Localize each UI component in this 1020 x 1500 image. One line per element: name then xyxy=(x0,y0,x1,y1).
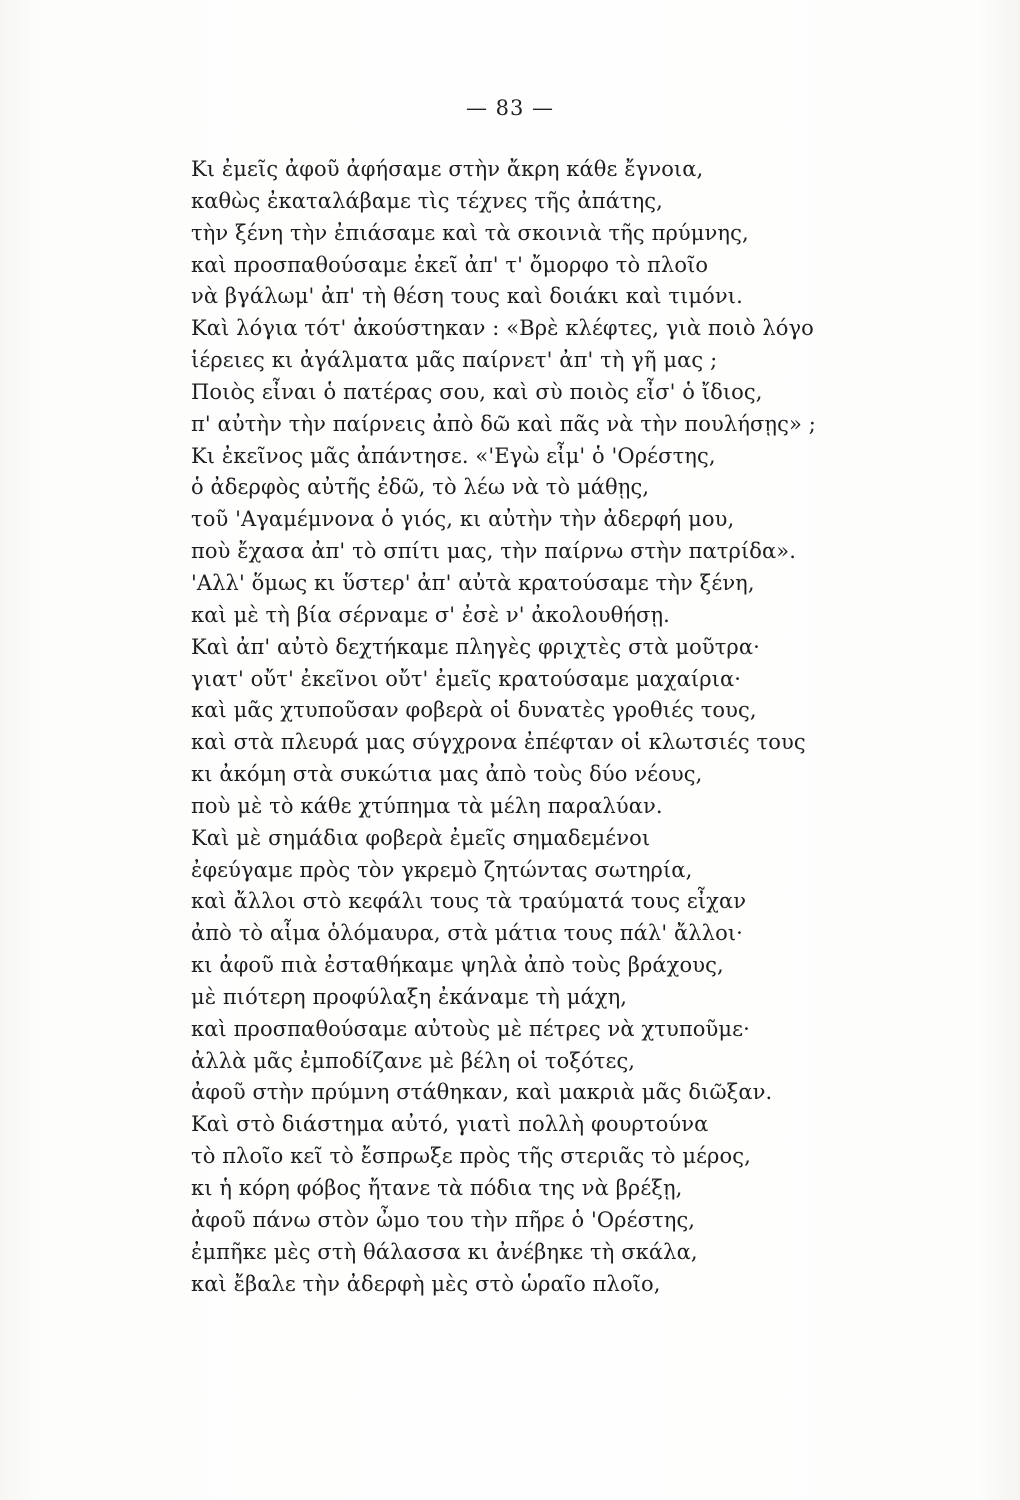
page-number: — 83 — xyxy=(465,96,555,120)
poem-line: ἀλλὰ μᾶς ἐμποδίζανε μὲ βέλη οἱ τοξότες, xyxy=(191,1048,636,1073)
poem-line: τοῦ 'Αγαμέμνονα ὁ γιός, κι αὐτὴν τὴν ἀδερφή μου, xyxy=(191,507,735,532)
poem-line: ποὺ μὲ τὸ κάθε χτύπημα τὰ μέλη παραλύαν. xyxy=(191,793,663,818)
poem-line: κι ἡ κόρη φόβος ἤτανε τὰ πόδια της νὰ βρέξῃ, xyxy=(191,1176,683,1200)
poem-line: κι ἀφοῦ πιὰ ἐσταθήκαμε ψηλὰ ἀπὸ τοὺς βράχους, xyxy=(191,953,724,978)
poem-line: π' αὐτὴν τὴν παίρνεις ἀπὸ δῶ καὶ πᾶς νὰ τὴν πουλήσῃς» ; xyxy=(191,411,816,436)
poem-line: ἱέρειες κι ἀγάλματα μᾶς παίρνετ' ἀπ' τὴ γῆ μας ; xyxy=(191,348,718,373)
poem-line: Ποιὸς εἶναι ὁ πατέρας σου, καὶ σὺ ποιὸς εἶσ' ὁ ἴδιος, xyxy=(191,379,763,404)
poem-line: καὶ μὲ τὴ βία σέρναμε σ' ἐσὲ ν' ἀκολουθήσῃ. xyxy=(191,602,670,627)
poem-line: μὲ πιότερη προφύλαξη ἐκάναμε τὴ μάχη, xyxy=(191,984,628,1009)
poem-line: Καὶ λόγια τότ' ἀκούστηκαν : «Βρὲ κλέφτες, γιὰ ποιὸ λόγο xyxy=(191,316,814,341)
poem-line: καὶ μᾶς χτυποῦσαν φοβερὰ οἱ δυνατὲς γροθιές τους, xyxy=(191,698,757,723)
poem-line: καὶ προσπαθούσαμε αὐτοὺς μὲ πέτρες νὰ χτυποῦμε· xyxy=(191,1016,750,1041)
poem-line: Καὶ μὲ σημάδια φοβερὰ ἐμεῖς σημαδεμένοι xyxy=(191,825,651,850)
poem-line: ἀφοῦ στὴν πρύμνη στάθηκαν, καὶ μακριὰ μᾶς διῶξαν. xyxy=(191,1080,773,1105)
poem-line: γιατ' οὔτ' ἐκεῖνοι οὔτ' ἐμεῖς κρατούσαμε μαχαίρια· xyxy=(191,666,742,691)
poem-line: Καὶ στὸ διάστημα αὐτό, γιατὶ πολλὴ φουρτούνα xyxy=(191,1112,709,1137)
poem-line: ποὺ ἔχασα ἀπ' τὸ σπίτι μας, τὴν παίρνω στὴν πατρίδα». xyxy=(191,539,797,564)
poem-line: ὁ ἀδερφὸς αὐτῆς ἐδῶ, τὸ λέω νὰ τὸ μάθῃς, xyxy=(191,475,650,500)
poem-line: κι ἀκόμη στὰ συκώτια μας ἀπὸ τοὺς δύο νέους, xyxy=(191,762,703,787)
poem-line: καθὼς ἐκαταλάβαμε τὶς τέχνες τῆς ἀπάτης, xyxy=(191,188,663,213)
poem-line: ἐμπῆκε μὲς στὴ θάλασσα κι ἀνέβηκε τὴ σκάλα, xyxy=(191,1239,698,1264)
poem-line: καὶ ἄλλοι στὸ κεφάλι τους τὰ τραύματά τους εἶχαν xyxy=(191,889,747,914)
poem-line: Κι ἐμεῖς ἀφοῦ ἀφήσαμε στὴν ἄκρη κάθε ἔγνοια, xyxy=(191,157,704,181)
poem-line: τὸ πλοῖο κεῖ τὸ ἔσπρωξε πρὸς τῆς στεριᾶς τὸ μέρος, xyxy=(191,1144,751,1169)
poem-line: καὶ ἔβαλε τὴν ἀδερφὴ μὲς στὸ ὡραῖο πλοῖο, xyxy=(191,1271,661,1296)
poem-text xyxy=(191,154,891,1300)
poem-line: ἐφεύγαμε πρὸς τὸν γκρεμὸ ζητώντας σωτηρία, xyxy=(191,857,693,882)
poem-line: τὴν ξένη τὴν ἐπιάσαμε καὶ τὰ σκοινιὰ τῆς πρύμνης, xyxy=(191,220,749,245)
poem-line: καὶ προσπαθούσαμε ἐκεῖ ἀπ' τ' ὄμορφο τὸ πλοῖο xyxy=(191,252,709,277)
poem-line: Κι ἐκεῖνος μᾶς ἀπάντησε. «'Εγὼ εἶμ' ὁ 'Ορέστης, xyxy=(191,443,716,468)
poem-line: καὶ στὰ πλευρά μας σύγχρονα ἐπέφταν οἱ κλωτσιές τους xyxy=(191,730,806,755)
poem-line: ἀπὸ τὸ αἷμα ὁλόμαυρα, στὰ μάτια τους πάλ' ἄλλοι· xyxy=(191,921,743,946)
poem-line: ἀφοῦ πάνω στὸν ὦμο του τὴν πῆρε ὁ 'Ορέστης, xyxy=(191,1207,696,1232)
poem-line: 'Αλλ' ὅμως κι ὕστερ' ἀπ' αὐτὰ κρατούσαμε τὴν ξένη, xyxy=(191,570,755,595)
poem-line: Καὶ ἀπ' αὐτὸ δεχτήκαμε πληγὲς φριχτὲς στὰ μοῦτρα· xyxy=(191,634,760,659)
poem-line: νὰ βγάλωμ' ἀπ' τὴ θέση τους καὶ δοιάκι καὶ τιμόνι. xyxy=(191,284,743,309)
